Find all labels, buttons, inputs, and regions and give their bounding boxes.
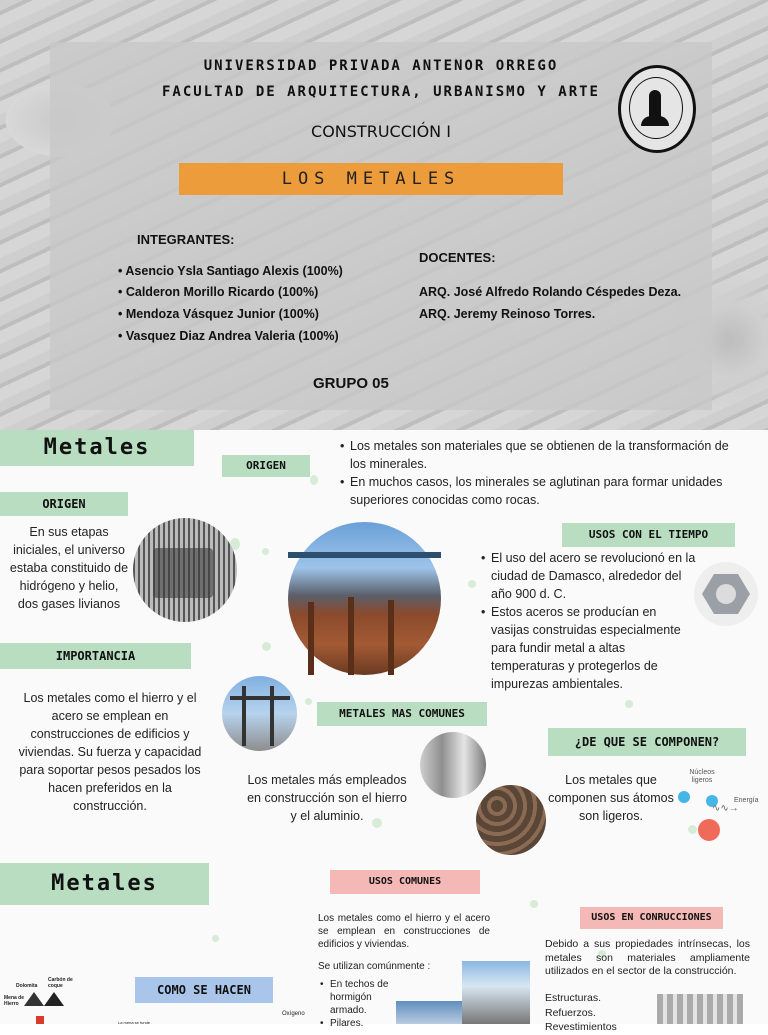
usos-comunes-tag: USOS COMUNES [330,870,480,894]
member-item: • Calderon Morillo Ricardo (100%) [118,285,318,299]
dolomite-pile-icon [24,992,44,1006]
topic-banner: LOS METALES [179,163,563,195]
fused-nucleus-icon [698,819,720,841]
poster-title: Metales [0,430,194,466]
faculty-name: FACULTAD DE ARQUITECTURA, URBANISMO Y ARTE [161,84,600,100]
docentes-label: DOCENTES: [419,250,496,265]
course-name: CONSTRUCCIÓN I [311,122,451,141]
steel-frame-image [222,676,297,751]
componen-text: Los metales que componen sus átomos son ligeros. [548,773,674,823]
origen-text: En sus etapas iniciales, el universo estaba constituido de hidrógeno y helio, dos gases livianos [9,525,129,611]
decor-dot [468,580,476,588]
aluminum-profiles-image [420,732,486,798]
comunes-text: Los metales más empleados en construcción son el hierro y el aluminio. [247,773,407,823]
construcciones-item: Estructuras. [545,992,602,1004]
furnace-icon [36,1016,44,1024]
usos-tiempo-tag: USOS CON EL TIEMPO [562,523,735,547]
usos-tiempo-bullet: • Estos aceros se producían en vasijas construidas especialmente para fundir metal a altas temperaturas y protegerlos de impurezas ambientales. [481,603,696,693]
origen-tag: ORIGEN [0,492,128,516]
componen-tag: ¿DE QUE SE COMPONEN? [548,728,746,756]
construcciones-list [545,991,617,1035]
decor-dot [262,548,269,555]
building-image [396,1001,462,1024]
construcciones-item: Revestimientos [545,1021,617,1033]
university-seal-logo [618,65,696,153]
como-se-hacen-tag: COMO SE HACEN [135,977,273,1003]
usos-comunes-sub: Se utilizan comúnmente : [318,961,431,972]
usos-comunes-item: • En techos de hormigón armado. [320,978,410,1017]
usos-tiempo-bullet: • El uso del acero se revolucionó en la ciudad de Damasco, alrededor del año 900 d. C. [481,549,696,603]
furnace-label: La mena se funde [118,1020,151,1025]
usos-comunes-item: • Pilares. [320,1017,410,1030]
diagram-energy-label: Energía [734,797,759,804]
university-name: UNIVERSIDAD PRIVADA ANTENOR ORREGO [203,58,559,74]
decor-dot [310,475,318,485]
member-item: • Asencio Ysla Santiago Alexis (100%) [118,264,343,278]
furnace-label: Mena de Hierro [4,995,25,1007]
construcciones-text: Debido a sus propiedades intrínsecas, los metales son materiales ampliamente utilizados en el sector de la construcción. [545,938,750,977]
usos-tiempo-bullets [481,549,696,693]
origen-tag-small: ORIGEN [222,455,310,477]
origen-bullets [340,437,745,509]
furnace-label: Carbón de coque [48,977,73,989]
energy-wave-icon: ∿∿→ [712,803,739,814]
usos-comunes-text: Los metales como el hierro y el acero se emplean en construcciones de edificios y viviendas. [318,913,490,950]
metal-structure-image [657,994,743,1024]
history-engraving-image [133,518,237,622]
furnace-label: Oxígeno [282,1011,305,1017]
coke-pile-icon [44,992,64,1006]
importancia-text: Los metales como el hierro y el acero se emplean en construcciones de edificios y viviendas. Su fuerza y capacidad para soportar pesos pesados los hacen preferidos en la construcción. [18,691,202,813]
docente-item: ARQ. Jeremy Reinoso Torres. [419,307,596,321]
scaffold-image [462,961,530,1024]
poster-section [0,430,768,1033]
importancia-tag: IMPORTANCIA [0,643,191,669]
origen-bullet: • En muchos casos, los minerales se aglutinan para formar unidades superiores conocidas como rocas. [340,473,745,509]
steel-beams-yard-image [288,522,441,675]
construcciones-item: Refuerzos. [545,1006,596,1019]
usos-construcciones-tag: USOS EN CONRUCCIONES [580,907,723,929]
group-label: GRUPO 05 [313,375,389,392]
comunes-tag: METALES MAS COMUNES [317,702,487,726]
poster2-title: Metales [0,863,209,905]
origen-bullet: • Los metales son materiales que se obtienen de la transformación de los minerales. [340,437,745,473]
decor-dot [625,700,633,708]
fusion-diagram [668,765,760,851]
hex-nut-image [694,562,758,626]
cover-section [0,0,768,430]
member-item: • Mendoza Vásquez Junior (100%) [118,307,319,321]
members-label: INTEGRANTES: [137,232,235,247]
furnace-label: Dolomita [16,983,38,989]
rebar-bundle-image [476,785,546,855]
light-nucleus-icon [678,791,690,803]
decor-dot [212,935,219,942]
decor-dot [305,698,312,705]
member-item: • Vasquez Diaz Andrea Valeria (100%) [118,329,339,343]
docente-item: ARQ. José Alfredo Rolando Céspedes Deza. [419,285,682,299]
decor-dot [262,642,271,651]
decor-dot [530,900,538,908]
diagram-nuclei-label: Núcleos ligeros [689,769,715,784]
